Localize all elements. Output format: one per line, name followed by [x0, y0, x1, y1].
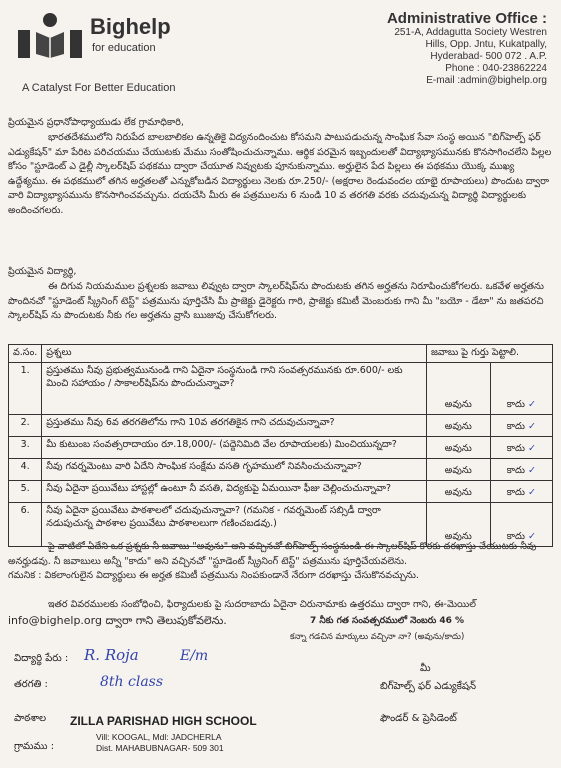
- answer-no-ticked[interactable]: కాదు ✓: [490, 481, 552, 503]
- answer-no-ticked[interactable]: కాదు ✓: [490, 503, 552, 547]
- intro-paragraph: భారతదేశములోని నిరుపేద బాలబాలికల ఉన్నతికై విద్యనందించుట కోసమని పాటుపడుచున్న సాంఘిక సేవా సంస్థ అయిన "బిగ్‌హెల్ప్ ఫర్ ఎడ్యుకేషన్" మా పేరిట పరిచయము చేయుటకు మేము సంతోషించుచున్నాము. ఆర్థిక పరమైన ఇబ్బందులతో విద్యాభ్యాసమునకు కొనసాగించలేని పిల్లల కోసం "స్టూడెంట్ ఎ డైల్లీ స్కాలర్‌షిప్ పథకము ద్వారా చేయూత నివ్వుటకు పూనుకున్నాము. అర్హులైన పేద పిల్లలు ఈ పథకము యొక్క ముఖ్య ఉద్దేశ్యము. ఈ పథకములో తగిన అర్హతలతో ఎన్నుకోబడిన విద్యార్థులు నెలకు రూ.250/- (అక్షరాల రెండువందల యాభై రూపాయలు) పొందుట ద్వారా వారి విద్యాభ్యాసమును కొనసాగించవచ్చును. దయచేసి మీరు ఈ పత్రములను 6 నుండి 10 వ తరగతి వరకు చదువుచున్న విద్యార్థి విద్యార్థులకు అందించగలరు.: [8, 132, 552, 216]
- village-label: గ్రామము :: [14, 741, 55, 752]
- table-header-row: [9, 345, 553, 363]
- marks-note: 7 నీకు గత సంవత్సరములో నెంబరు 46 %: [310, 616, 465, 626]
- student-name-label: విద్యార్థి పేరు :: [14, 653, 69, 664]
- signature-prefix: మీ: [420, 663, 431, 674]
- student-name-value[interactable]: R. Roja: [84, 646, 139, 664]
- school-address-stamp: [96, 732, 224, 754]
- office-address-block: [307, 10, 547, 87]
- question-text: నీవు ఏదైనా ప్రయివేటు హాస్టల్లో ఉంటూ నీ వసతి, విద్యకుపై ఏమయినా ఫీజు చెల్లించుచున్నావా?: [42, 481, 427, 503]
- table-row: [9, 459, 553, 481]
- marks-question: కన్నా గడచిన మార్కులు వచ్చినా నా? (అవును/కాదు): [290, 632, 465, 642]
- header-serial: వ.సం.: [9, 345, 42, 363]
- school-label: పాఠశాల: [14, 713, 47, 724]
- office-phone: Phone : 040-23862224: [445, 63, 547, 74]
- question-number: 5.: [9, 481, 42, 503]
- header-answer: జవాబు పై గుర్తు పెట్టాలి.: [426, 345, 552, 363]
- school-address-line: Vill: KOOGAL, Mdl: JADCHERLA: [96, 732, 222, 742]
- office-line: Hyderabad- 500 072 . A.P.: [430, 51, 547, 62]
- office-line: 251-A, Addagutta Society Westren: [394, 27, 547, 38]
- tick-mark-icon: ✓: [527, 443, 536, 454]
- tagline: A Catalyst For Better Education: [22, 82, 176, 94]
- office-email: E-mail :admin@bighelp.org: [426, 75, 547, 86]
- question-text: నీవు ఏదైనా ప్రయివేటు పాఠశాలలో చదువుచున్నావా? (గమనిక - గవర్నమెంట్ సబ్సిడీ ద్వారా నడుపుచున్న పాఠశాల ప్రయివేటు పాఠశాలలుగా గణించబడవు.): [42, 503, 427, 547]
- office-line: Hills, Opp. Jntu, Kukatpally,: [425, 39, 547, 50]
- medium-value[interactable]: E/m: [180, 648, 209, 664]
- salutation-headmaster: ప్రియమైన ప్రధానోపాధ్యాయుడు లేక గ్రామాధికారి,: [8, 117, 184, 128]
- table-row: [9, 363, 553, 415]
- answer-yes[interactable]: అవును: [426, 437, 490, 459]
- answer-yes[interactable]: అవును: [426, 481, 490, 503]
- question-number: 3.: [9, 437, 42, 459]
- salutation-student: ప్రియమైన విద్యార్థి,: [8, 266, 77, 277]
- email-line: info@bighelp.org ద్వారా గాని తెలుపుకోవలెను.: [8, 614, 227, 627]
- question-text: ప్రస్తుతము నీవు 6వ తరగతిలోను గాని 10వ తరగతికైన గాని చదువుచున్నావా?: [42, 415, 427, 437]
- answer-no-ticked[interactable]: కాదు ✓: [490, 459, 552, 481]
- contact-paragraph: ఇతర వివరములకు సంబోధించి, ఫిర్యాదులకు పై సుదరాబాదు ఏదైనా చిరునామాకు ఉత్తరము ద్వారా గాని, ఈ-మెయిల్: [48, 599, 476, 610]
- signature-org: బిగ్‌హెల్ప్ ఫర్ ఎడ్యుకేషన్: [380, 681, 477, 692]
- class-value[interactable]: 8th class: [100, 674, 164, 690]
- question-number: 6.: [9, 503, 42, 547]
- question-text: నీవు గవర్నమెంటు వారి ఏదేని సాంఘిక సంక్షేమ వసతి గృహములో నివసించుచున్నావా?: [42, 459, 427, 481]
- school-address-line: Dist. MAHABUBNAGAR- 509 301: [96, 743, 224, 753]
- question-number: 2.: [9, 415, 42, 437]
- question-number: 4.: [9, 459, 42, 481]
- school-name-stamp: ZILLA PARISHAD HIGH SCHOOL: [70, 714, 257, 728]
- question-number: 1.: [9, 363, 42, 415]
- answer-yes[interactable]: అవును: [426, 363, 490, 415]
- disqualification-paragraph: పై వాటిలో ఏదేని ఒక ప్రశ్నకు నీ జవాబు "అవును" అని వచ్చినచో బిగ్‌హెల్ప్ సంస్థనుండి ఈ స్కాలర్‌షిప్ కొరకు దరఖాస్తు చేయుటకు నీవు అనర్హుడవు. నీ జవాబులు అన్నీ "కాదు" అని వచ్చినచో "స్టూడెంట్ స్క్రీనింగ్ టెస్ట్" పత్రమును పూర్తిచేయవలెను.: [8, 541, 537, 567]
- table-row: [9, 437, 553, 459]
- tick-mark-icon: ✓: [527, 487, 536, 498]
- answer-no-ticked[interactable]: కాదు ✓: [490, 415, 552, 437]
- note-paragraph: గమనిక : వికలాంగులైన విద్యార్థులు ఈ అర్హత కమిటీ పత్రమును నింపకుండానే నేరుగా దరఖాస్తు చేసుకొనవచ్చును.: [8, 570, 419, 581]
- tick-mark-icon: ✓: [527, 399, 536, 410]
- bighelp-logo-icon: [14, 10, 86, 60]
- brand-name: Bighelp: [90, 14, 171, 39]
- answer-no-ticked[interactable]: కాదు ✓: [490, 437, 552, 459]
- office-title: Administrative Office :: [386, 10, 547, 27]
- answer-yes[interactable]: అవును: [426, 459, 490, 481]
- answer-no-ticked[interactable]: కాదు ✓: [490, 363, 552, 415]
- brand-subtitle: for education: [92, 42, 156, 54]
- tick-mark-icon: ✓: [527, 531, 536, 542]
- question-text: మీ కుటుంబ సంవత్సరాదాయం రూ.18,000/- (పద్దెనిమిది వేల రూపాయలకు) మించియున్నదా?: [42, 437, 427, 459]
- question-text: ప్రస్తుతము నీవు ప్రభుత్వమునుండి గాని ఏదైనా సంస్థనుండి గాని సంవత్సరమునకు రూ.600/- లకు మించి సహాయం / సాకాలర్‌షిప్‌ను పొందుచున్నావా?: [42, 363, 427, 415]
- eligibility-questions-table: [8, 344, 553, 547]
- answer-yes[interactable]: అవును: [426, 503, 490, 547]
- tick-mark-icon: ✓: [527, 465, 536, 476]
- signature-role: ఫౌండర్ & ప్రెసిడెంట్: [380, 713, 457, 724]
- class-label: తరగతి :: [14, 679, 48, 690]
- instruction-paragraph: ఈ దిగువ నియమముల ప్రశ్నలకు జవాబు లివ్వుట ద్వారా స్కాలర్‌షిప్‌ను పొందుటకు తగిన అర్హతను నిరూపించుకోగలరు. ఒకవేళ అర్హతను పొందినచో "స్టూడెంట్ స్క్రీనింగ్ టెస్ట్" పత్రమును పూర్తిచేసి మీ ప్రాజెక్టు డైరెక్టరు గారి, ప్రాజెక్టు కమిటీ మెంబరుకు గాని మీ "బయో - డేటా" ను జతపరచి స్కాలర్‌షిప్ ను పొందుటకు నీకు గల అర్హతను వ్రాసి ఋజువు చేసుకోగలరు.: [8, 281, 544, 321]
- table-row: [9, 481, 553, 503]
- table-row: [9, 415, 553, 437]
- tick-mark-icon: ✓: [527, 421, 536, 432]
- header-questions: ప్రశ్నలు: [42, 345, 427, 363]
- answer-yes[interactable]: అవును: [426, 415, 490, 437]
